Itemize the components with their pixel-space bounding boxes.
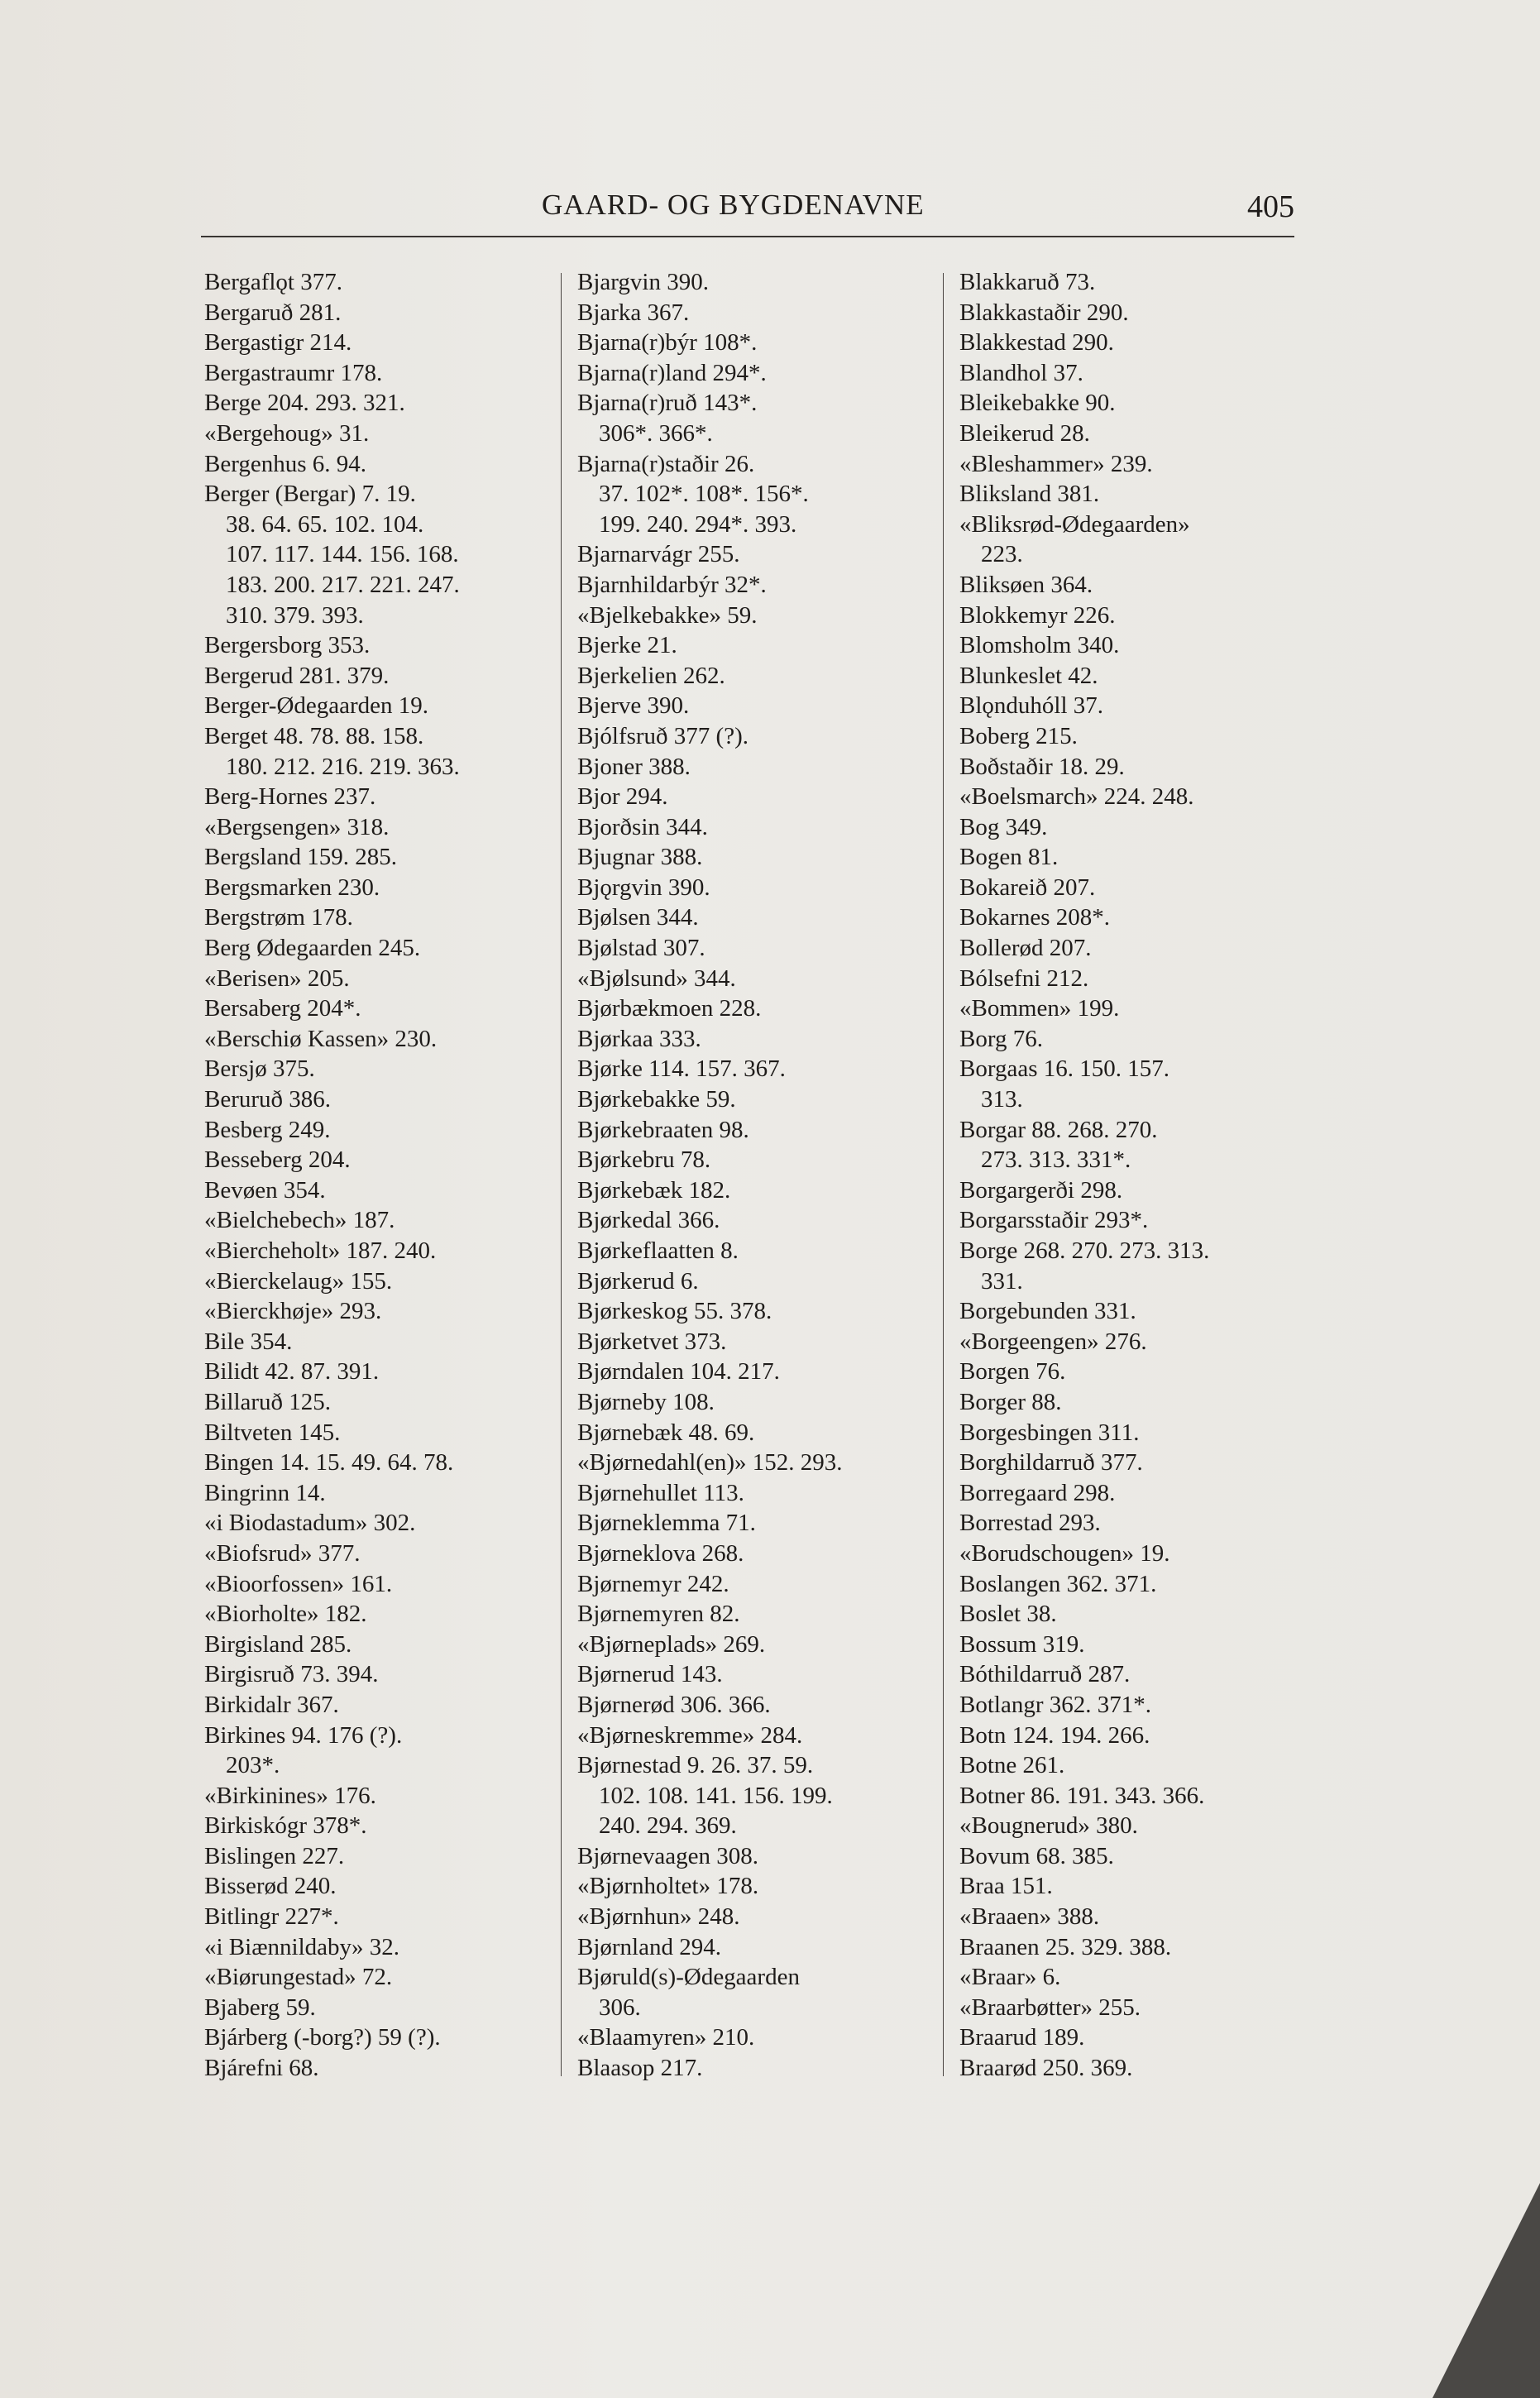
index-entry-continuation: 180. 212. 216. 219. 363. <box>226 753 460 780</box>
index-entry: Botlangr 362. 371*. <box>959 1691 1151 1718</box>
index-entry: «Biorholte» 182. <box>204 1601 367 1628</box>
index-entry: Bjørnemyren 82. <box>577 1601 740 1628</box>
index-entry: Bjarka 367. <box>577 299 690 326</box>
index-entry: Birkiskógr 378*. <box>204 1812 367 1840</box>
index-entry-continuation: 306. <box>599 1994 641 2021</box>
index-entry: Bliksland 381. <box>959 481 1100 508</box>
index-entry: «Bierckelaug» 155. <box>204 1267 393 1295</box>
index-entry: Bólsefni 212. <box>959 964 1089 992</box>
index-entry: Bjerkelien 262. <box>577 662 725 689</box>
index-entry: Bjørnebæk 48. 69. <box>577 1419 755 1446</box>
index-entry: Billaruð 125. <box>204 1388 332 1415</box>
column-divider <box>943 273 944 2076</box>
index-entry-continuation: 183. 200. 217. 221. 247. <box>226 571 460 598</box>
index-entry: Bergersborg 353. <box>204 632 371 659</box>
index-entry: «Blaamyren» 210. <box>577 2024 755 2051</box>
index-entry: Bergstrøm 178. <box>204 904 353 931</box>
index-entry: «Berschiø Kassen» 230. <box>204 1025 438 1052</box>
index-entry: Bjarnhildarbýr 32*. <box>577 571 767 598</box>
index-entry: Boslet 38. <box>959 1601 1057 1628</box>
index-entry: Bjølstad 307. <box>577 935 705 962</box>
index-entry: Bjørnemyr 242. <box>577 1570 729 1597</box>
index-entry: «Bjørneskremme» 284. <box>577 1721 803 1749</box>
index-entry: Berg Ødegaarden 245. <box>204 935 421 962</box>
index-entry: Bjørbækmoen 228. <box>577 995 762 1022</box>
index-entry-continuation: 203*. <box>226 1752 280 1779</box>
index-column-1 <box>204 267 552 2084</box>
index-entry: Bergsmarken 230. <box>204 874 380 901</box>
index-entry: Besseberg 204. <box>204 1146 351 1174</box>
index-entry: «Bliksrød-Ødegaarden» <box>959 510 1190 538</box>
index-entry: «Braaen» 388. <box>959 1903 1100 1931</box>
index-entry: «Bergehoug» 31. <box>204 419 370 447</box>
index-entry-continuation: 313. <box>981 1086 1023 1113</box>
index-entry: Bjørkebraaten 98. <box>577 1116 749 1143</box>
index-entry: Bjørkebæk 182. <box>577 1176 731 1204</box>
index-entry: Bossum 319. <box>959 1630 1085 1658</box>
index-entry: Bliksøen 364. <box>959 571 1093 598</box>
index-entry: Bjørkerud 6. <box>577 1267 699 1295</box>
index-entry: Bergenhus 6. 94. <box>204 450 367 477</box>
index-entry: Bergaruð 281. <box>204 299 342 326</box>
index-entry: Bjargvin 390. <box>577 269 709 295</box>
index-entry: Birkidalr 367. <box>204 1691 339 1718</box>
index-entry: «Bierckhøje» 293. <box>204 1298 382 1325</box>
index-entry: Blakkastaðir 290. <box>959 299 1129 326</box>
index-entry: Blakkaruð 73. <box>959 269 1096 295</box>
index-entry: Bogen 81. <box>959 844 1059 871</box>
index-entry: Blunkeslet 42. <box>959 662 1098 689</box>
index-entry: Bovum 68. 385. <box>959 1842 1114 1869</box>
index-entry: «Borgeengen» 276. <box>959 1328 1147 1355</box>
index-entry: Birgisland 285. <box>204 1630 352 1658</box>
index-entry: «Biofsrud» 377. <box>204 1539 361 1567</box>
index-entry: Bingrinn 14. <box>204 1479 326 1506</box>
index-entry: Bjørndalen 104. 217. <box>577 1358 780 1386</box>
index-entry: Bjorðsin 344. <box>577 813 708 840</box>
index-entry: Bjólfsruð 377 (?). <box>577 722 748 749</box>
index-entry: Bollerød 207. <box>959 935 1092 962</box>
index-entry: Bjarna(r)land 294*. <box>577 359 767 386</box>
index-entry: Bjørkedal 366. <box>577 1207 720 1234</box>
index-entry: «Bjørnedahl(en)» 152. 293. <box>577 1449 843 1477</box>
index-entry: «Braarbøtter» 255. <box>959 1994 1141 2021</box>
index-entry: Bjørkaa 333. <box>577 1025 701 1052</box>
index-entry: «Bleshammer» 239. <box>959 450 1153 477</box>
index-entry: Bleikerud 28. <box>959 419 1090 447</box>
index-entry: Borgebunden 331. <box>959 1298 1136 1325</box>
column-divider <box>561 273 562 2076</box>
index-entry: Bilidt 42. 87. 391. <box>204 1358 380 1386</box>
index-entry: Borgargerði 298. <box>959 1176 1123 1204</box>
index-column-3 <box>959 267 1307 2084</box>
index-entry: Bjoner 388. <box>577 753 691 780</box>
index-entry: Bergaflǫt 377. <box>204 269 342 295</box>
index-entry: «Berisen» 205. <box>204 964 350 992</box>
index-entry: Bjørkeflaatten 8. <box>577 1237 739 1264</box>
index-entry: Bjaberg 59. <box>204 1994 316 2021</box>
index-entry-continuation: 306*. 366*. <box>599 419 713 447</box>
index-entry: Braarud 189. <box>959 2024 1085 2051</box>
index-entry: Borrestad 293. <box>959 1510 1101 1537</box>
index-entry: Bjørnevaagen 308. <box>577 1842 759 1869</box>
index-entry: Bjor 294. <box>577 783 668 811</box>
running-head <box>201 189 1294 235</box>
index-entry: Bokareið 207. <box>959 874 1096 901</box>
index-entry: Bersjø 375. <box>204 1055 315 1083</box>
index-entry: Berger-Ødegaarden 19. <box>204 692 429 720</box>
index-entry: Borgarsstaðir 293*. <box>959 1207 1149 1234</box>
page-title: GAARD- OG BYGDENAVNE <box>542 189 925 221</box>
index-entry: Bergerud 281. 379. <box>204 662 390 689</box>
index-entry: Bjørkebakke 59. <box>577 1086 736 1113</box>
index-entry: Bjǫrgvin 390. <box>577 874 710 901</box>
index-entry: «Biørungestad» 72. <box>204 1964 393 1991</box>
index-entry: Braarød 250. 369. <box>959 2055 1133 2082</box>
index-entry: Bjarna(r)ruð 143*. <box>577 390 758 417</box>
index-entry: Birgisruð 73. 394. <box>204 1661 379 1688</box>
index-entry: Borregaard 298. <box>959 1479 1116 1506</box>
index-entry: Bjørkebru 78. <box>577 1146 711 1174</box>
index-entry: Berget 48. 78. 88. 158. <box>204 722 424 749</box>
index-entry: Borg 76. <box>959 1025 1043 1052</box>
index-entry-continuation: 102. 108. 141. 156. 199. <box>599 1782 833 1809</box>
index-entry: «Bielchebech» 187. <box>204 1207 395 1234</box>
index-entry: «i Biodastadum» 302. <box>204 1510 416 1537</box>
index-entry: «Bjørneplads» 269. <box>577 1630 766 1658</box>
index-entry: Boberg 215. <box>959 722 1078 749</box>
index-entry: Borgaas 16. 150. 157. <box>959 1055 1170 1083</box>
index-entry: Berg-Hornes 237. <box>204 783 376 811</box>
page-corner-shadow <box>1432 2183 1540 2398</box>
index-entry: Bisserød 240. <box>204 1873 337 1900</box>
index-entry: Blakkestad 290. <box>959 329 1114 357</box>
index-entry: Bjerke 21. <box>577 632 677 659</box>
index-entry-continuation: 310. 379. 393. <box>226 601 364 629</box>
index-entry: Bokarnes 208*. <box>959 904 1111 931</box>
index-entry: Bjørnland 294. <box>577 1933 721 1960</box>
index-entry: Bjørnehullet 113. <box>577 1479 744 1506</box>
index-entry: «Bommen» 199. <box>959 995 1120 1022</box>
index-entry: Blaasop 217. <box>577 2055 703 2082</box>
index-entry: Bjarnarvágr 255. <box>577 541 740 568</box>
index-entry: Borgen 76. <box>959 1358 1066 1386</box>
index-entry: Botne 261. <box>959 1752 1065 1779</box>
index-entry: Bergastigr 214. <box>204 329 352 357</box>
index-entry: Bjørkeskog 55. 378. <box>577 1298 772 1325</box>
index-entry: Bjørnerud 143. <box>577 1661 723 1688</box>
index-entry: Bjárberg (-borg?) 59 (?). <box>204 2024 441 2051</box>
index-entry: Bjerve 390. <box>577 692 690 720</box>
page-number: 405 <box>1247 189 1294 224</box>
index-entry: Blǫnduhóll 37. <box>959 692 1104 720</box>
index-entry: Bile 354. <box>204 1328 293 1355</box>
index-entry: «i Biænnildaby» 32. <box>204 1933 400 1960</box>
index-entry: Botner 86. 191. 343. 366. <box>959 1782 1205 1809</box>
index-entry-continuation: 38. 64. 65. 102. 104. <box>226 510 424 538</box>
index-entry: Bjørneby 108. <box>577 1388 715 1415</box>
index-entry-continuation: 223. <box>981 541 1023 568</box>
index-entry: Bjárefni 68. <box>204 2055 319 2082</box>
index-entry: Bersaberg 204*. <box>204 995 361 1022</box>
index-entry: «Bioorfossen» 161. <box>204 1570 393 1597</box>
index-entry: Bóthildarruð 287. <box>959 1661 1131 1688</box>
index-entry: Bleikebakke 90. <box>959 390 1116 417</box>
index-entry: Bog 349. <box>959 813 1048 840</box>
index-entry: Borger 88. <box>959 1388 1062 1415</box>
index-entry: Bjørneklemma 71. <box>577 1510 756 1537</box>
index-entry: Bjugnar 388. <box>577 844 703 871</box>
index-entry: Bjørnestad 9. 26. 37. 59. <box>577 1752 814 1779</box>
index-entry: Biltveten 145. <box>204 1419 341 1446</box>
index-entry: «Borudschougen» 19. <box>959 1539 1170 1567</box>
index-entry: Borgar 88. 268. 270. <box>959 1116 1158 1143</box>
index-entry: «Biercheholt» 187. 240. <box>204 1237 437 1264</box>
index-entry: «Bjørnhun» 248. <box>577 1903 740 1931</box>
index-entry: Bislingen 227. <box>204 1842 345 1869</box>
index-entry: «Braar» 6. <box>959 1964 1061 1991</box>
index-entry: Bjørnerød 306. 366. <box>577 1691 771 1718</box>
index-entry: Borgesbingen 311. <box>959 1419 1140 1446</box>
index-entry-continuation: 273. 313. 331*. <box>981 1146 1131 1174</box>
index-entry-continuation: 240. 294. 369. <box>599 1812 737 1840</box>
index-entry-continuation: 37. 102*. 108*. 156*. <box>599 481 809 508</box>
index-entry: Blandhol 37. <box>959 359 1083 386</box>
index-entry: Blomsholm 340. <box>959 632 1120 659</box>
index-entry-continuation: 331. <box>981 1267 1023 1295</box>
index-entry: Berger (Bergar) 7. 19. <box>204 481 416 508</box>
index-entry: «Bougnerud» 380. <box>959 1812 1138 1840</box>
index-entry: Bjørke 114. 157. 367. <box>577 1055 786 1083</box>
index-entry: Blokkemyr 226. <box>959 601 1116 629</box>
index-entry: Bjørneklova 268. <box>577 1539 744 1567</box>
header-rule <box>201 236 1294 237</box>
index-entry: Boðstaðir 18. 29. <box>959 753 1125 780</box>
index-entry: Bergsland 159. 285. <box>204 844 398 871</box>
index-entry: «Boelsmarch» 224. 248. <box>959 783 1194 811</box>
index-entry: Bevøen 354. <box>204 1176 326 1204</box>
index-entry: Borge 268. 270. 273. 313. <box>959 1237 1210 1264</box>
index-entry: Borghildarruð 377. <box>959 1449 1143 1477</box>
index-entry: Bjarna(r)staðir 26. <box>577 450 755 477</box>
index-entry-continuation: 199. 240. 294*. 393. <box>599 510 797 538</box>
index-entry: Besberg 249. <box>204 1116 331 1143</box>
index-entry: Beruruð 386. <box>204 1086 332 1113</box>
index-entry: Boslangen 362. 371. <box>959 1570 1157 1597</box>
index-entry: Bjørketvet 373. <box>577 1328 727 1355</box>
index-entry: Bjøruld(s)-Ødegaarden <box>577 1964 800 1991</box>
index-column-2 <box>577 267 933 2084</box>
index-entry: Bergastraumr 178. <box>204 359 383 386</box>
index-entry: Birkines 94. 176 (?). <box>204 1721 403 1749</box>
index-entry: «Bergsengen» 318. <box>204 813 390 840</box>
index-entry: «Bjølsund» 344. <box>577 964 736 992</box>
index-entry: Bjarna(r)býr 108*. <box>577 329 758 357</box>
index-entry: Braa 151. <box>959 1873 1053 1900</box>
index-entry-continuation: 107. 117. 144. 156. 168. <box>226 541 459 568</box>
index-entry: Braanen 25. 329. 388. <box>959 1933 1172 1960</box>
index-entry: Bitlingr 227*. <box>204 1903 339 1931</box>
index-entry: Berge 204. 293. 321. <box>204 390 405 417</box>
index-entry: «Bjørnholtet» 178. <box>577 1873 759 1900</box>
index-entry: Bjølsen 344. <box>577 904 699 931</box>
index-entry: «Birkinines» 176. <box>204 1782 376 1809</box>
index-entry: Bingen 14. 15. 49. 64. 78. <box>204 1449 454 1477</box>
index-entry: «Bjelkebakke» 59. <box>577 601 758 629</box>
index-entry: Botn 124. 194. 266. <box>959 1721 1150 1749</box>
